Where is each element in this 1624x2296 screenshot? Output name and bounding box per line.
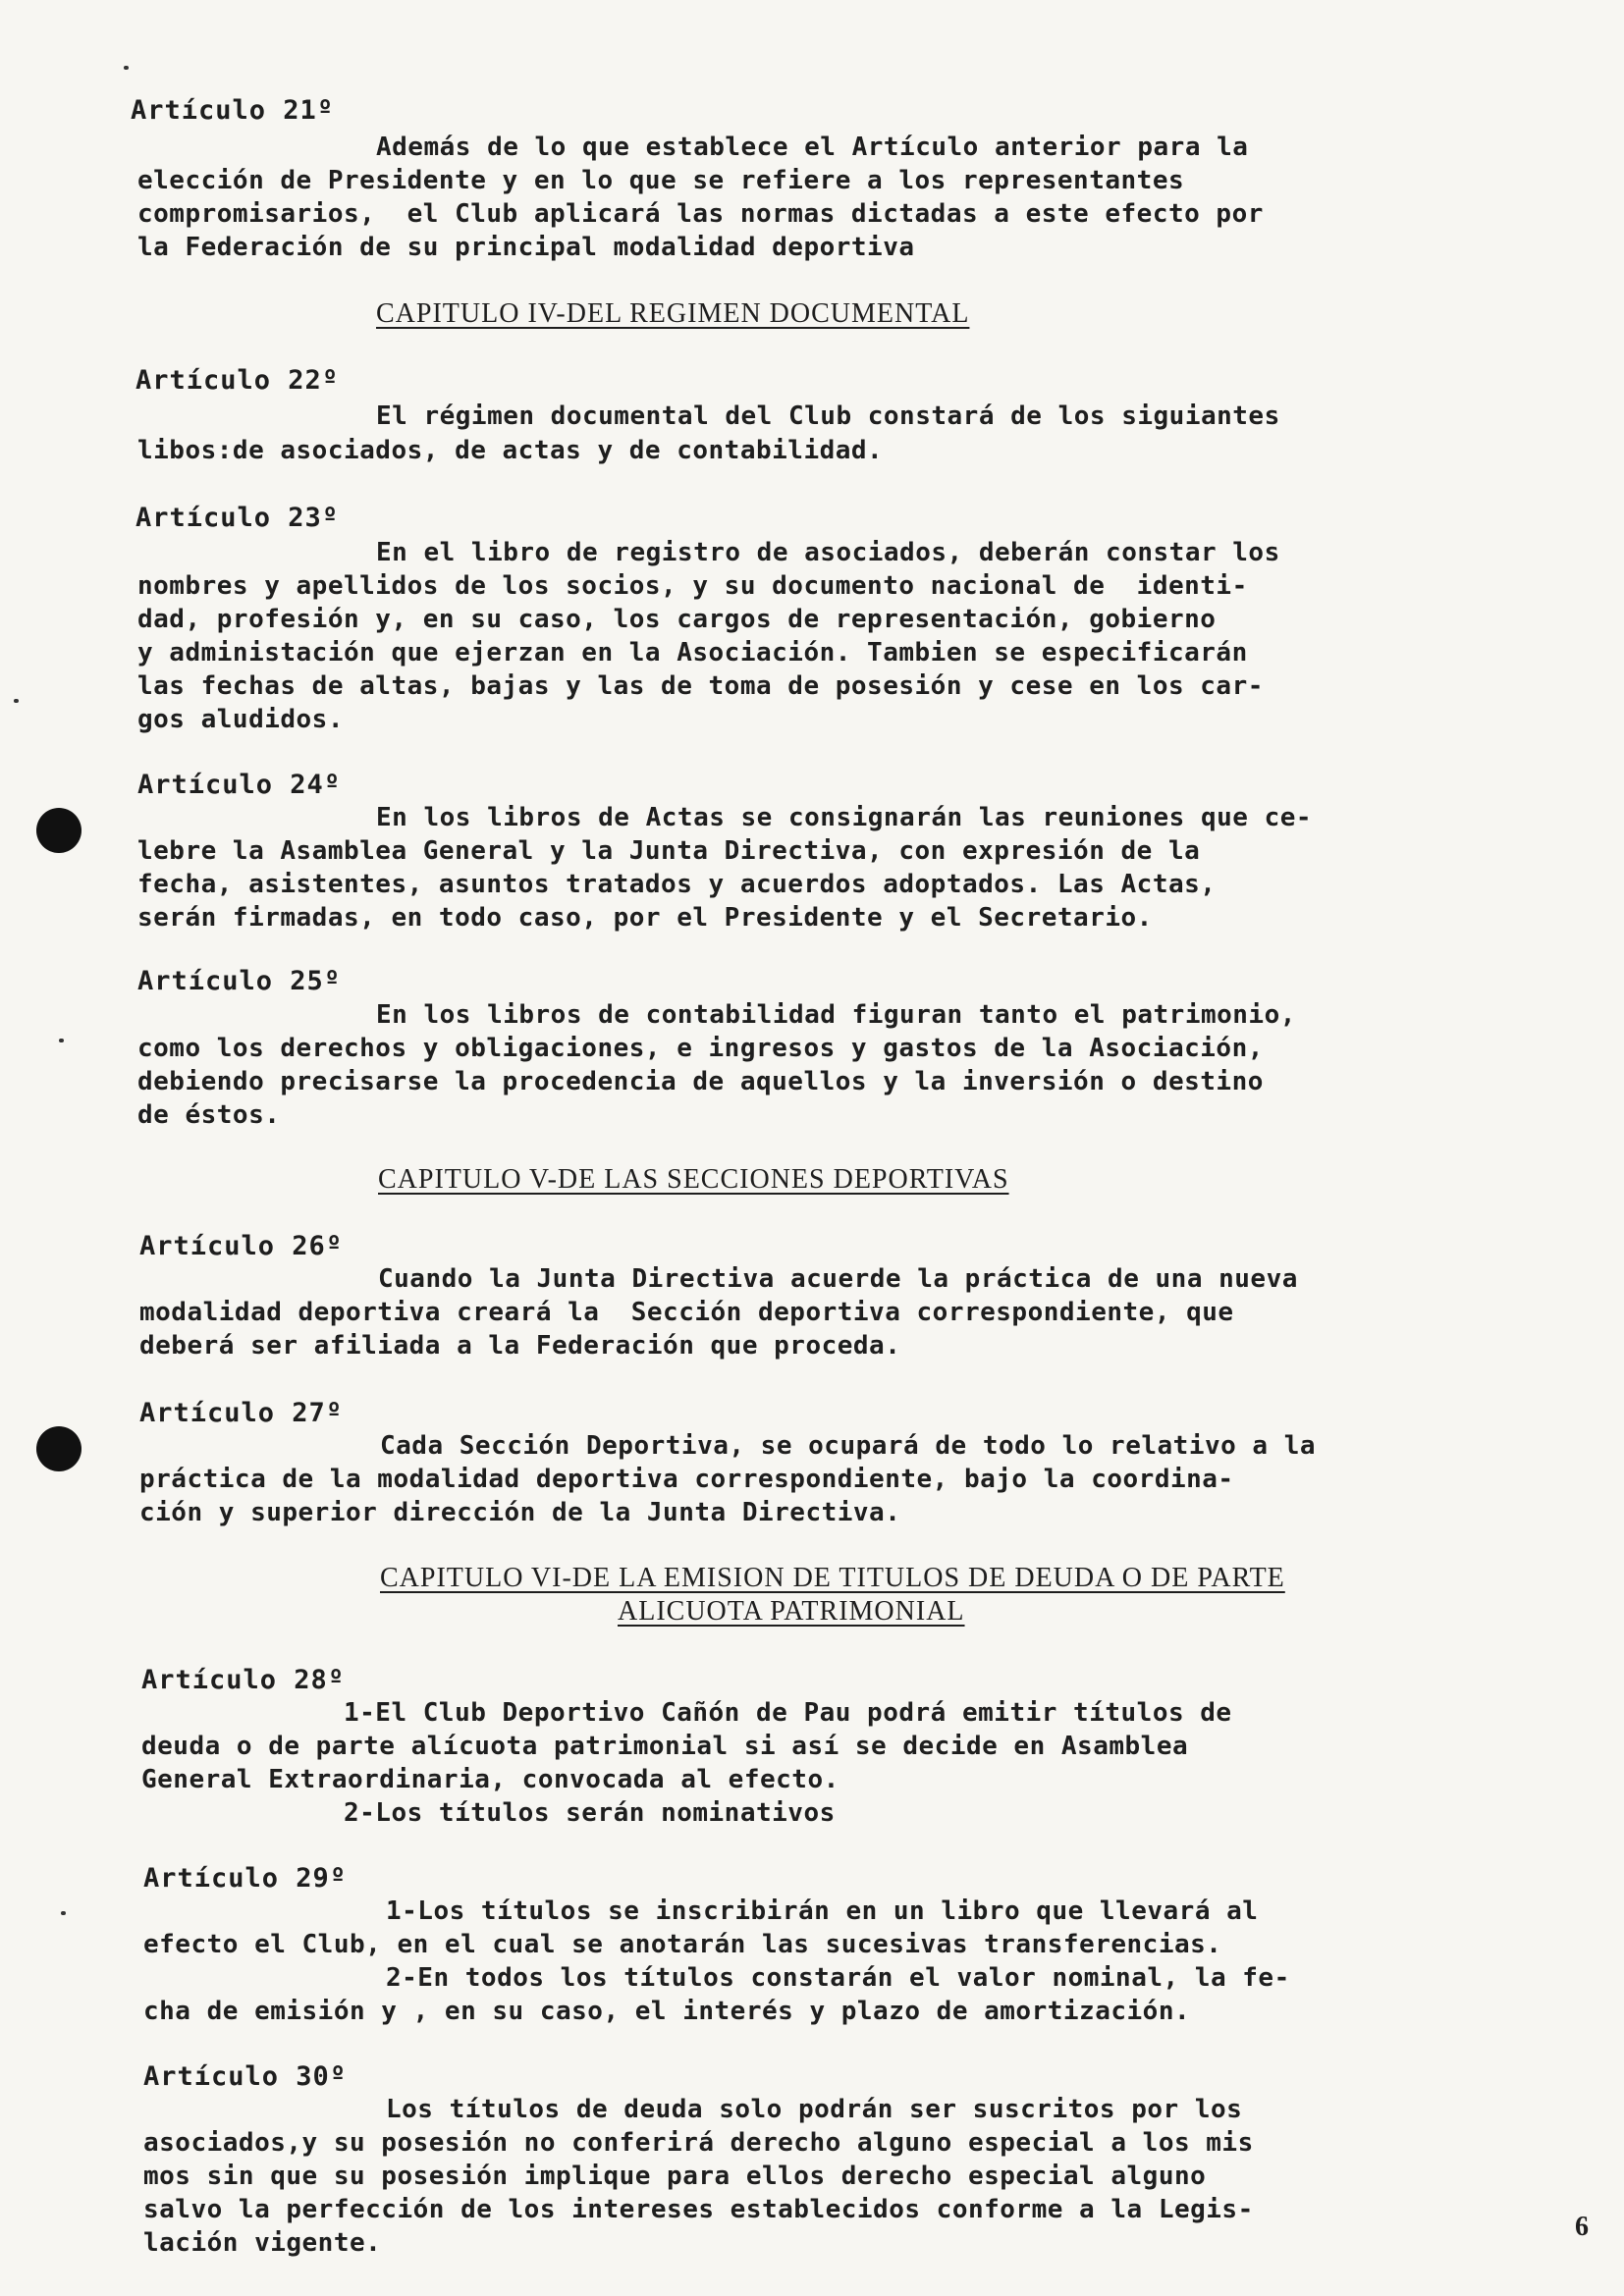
article-30-line: lación vigente. bbox=[143, 2228, 382, 2258]
article-23-line: gos aludidos. bbox=[137, 705, 344, 734]
punch-hole bbox=[36, 808, 81, 853]
article-30-heading: Artículo 30º bbox=[143, 2061, 348, 2092]
article-30-line: Los títulos de deuda solo podrán ser suscritos por los bbox=[386, 2095, 1243, 2124]
chapter-v-title: CAPITULO V-DE LAS SECCIONES DEPORTIVAS bbox=[378, 1164, 1009, 1195]
article-23-line: nombres y apellidos de los socios, y su documento nacional de identi- bbox=[137, 571, 1248, 601]
article-23-line: dad, profesión y, en su caso, los cargos de representación, gobierno bbox=[137, 605, 1217, 634]
chapter-vi-title-line-2: ALICUOTA PATRIMONIAL bbox=[618, 1596, 965, 1627]
article-23-heading: Artículo 23º bbox=[135, 503, 340, 533]
article-24-heading: Artículo 24º bbox=[137, 770, 342, 800]
article-22-line: El régimen documental del Club constará de los siguiantes bbox=[376, 401, 1280, 431]
article-27-heading: Artículo 27º bbox=[139, 1398, 344, 1428]
punch-hole bbox=[36, 1426, 81, 1471]
article-28-line: 2-Los títulos serán nominativos bbox=[344, 1798, 836, 1828]
article-22-line: libos:de asociados, de actas y de contabilidad. bbox=[137, 436, 884, 465]
article-26-line: modalidad deportiva creará la Sección deportiva correspondiente, que bbox=[139, 1298, 1234, 1327]
speck bbox=[59, 1039, 64, 1042]
article-25-line: de éstos. bbox=[137, 1100, 281, 1130]
chapter-iv-title: CAPITULO IV-DEL REGIMEN DOCUMENTAL bbox=[376, 298, 970, 329]
article-26-heading: Artículo 26º bbox=[139, 1231, 344, 1261]
article-28-line: 1-El Club Deportivo Cañón de Pau podrá emitir títulos de bbox=[344, 1698, 1232, 1728]
page-number: 6 bbox=[1575, 2212, 1589, 2242]
article-23-line: y administación que ejerzan en la Asociación. Tambien se especificarán bbox=[137, 638, 1248, 667]
article-30-line: salvo la perfección de los intereses establecidos conforme a la Legis- bbox=[143, 2195, 1254, 2224]
article-24-line: En los libros de Actas se consignarán las reuniones que ce- bbox=[376, 803, 1313, 832]
article-26-line: deberá ser afiliada a la Federación que proceda. bbox=[139, 1331, 901, 1361]
article-26-line: Cuando la Junta Directiva acuerde la práctica de una nueva bbox=[378, 1264, 1298, 1294]
article-29-line: cha de emisión y , en su caso, el interés y plazo de amortización. bbox=[143, 1997, 1191, 2026]
article-21-line: compromisarios, el Club aplicará las normas dictadas a este efecto por bbox=[137, 199, 1264, 229]
article-24-line: fecha, asistentes, asuntos tratados y acuerdos adoptados. Las Actas, bbox=[137, 870, 1217, 899]
article-30-line: asociados,y su posesión no conferirá derecho alguno especial a los mis bbox=[143, 2128, 1254, 2158]
article-29-heading: Artículo 29º bbox=[143, 1863, 348, 1894]
article-29-line: 1-Los títulos se inscribirán en un libro que llevará al bbox=[386, 1896, 1259, 1926]
article-25-line: debiendo precisarse la procedencia de aquellos y la inversión o destino bbox=[137, 1067, 1264, 1096]
article-27-line: ción y superior dirección de la Junta Directiva. bbox=[139, 1498, 901, 1527]
chapter-vi-title-line-1: CAPITULO VI-DE LA EMISION DE TITULOS DE DEUDA O DE PARTE bbox=[380, 1563, 1285, 1593]
article-21-line: elección de Presidente y en lo que se refiere a los representantes bbox=[137, 166, 1185, 195]
article-21-heading: Artículo 21º bbox=[131, 95, 335, 126]
article-25-line: En los libros de contabilidad figuran tanto el patrimonio, bbox=[376, 1000, 1296, 1030]
article-27-line: práctica de la modalidad deportiva correspondiente, bajo la coordina- bbox=[139, 1465, 1234, 1494]
article-21-line: la Federación de su principal modalidad deportiva bbox=[137, 233, 915, 262]
article-25-heading: Artículo 25º bbox=[137, 966, 342, 996]
speck bbox=[14, 699, 19, 703]
article-24-line: lebre la Asamblea General y la Junta Directiva, con expresión de la bbox=[137, 836, 1201, 866]
article-27-line: Cada Sección Deportiva, se ocupará de todo lo relativo a la bbox=[380, 1431, 1317, 1461]
speck bbox=[61, 1911, 66, 1915]
article-23-line: En el libro de registro de asociados, deberán constar los bbox=[376, 538, 1280, 567]
article-28-line: deuda o de parte alícuota patrimonial si así se decide en Asamblea bbox=[141, 1732, 1189, 1761]
article-25-line: como los derechos y obligaciones, e ingresos y gastos de la Asociación, bbox=[137, 1034, 1264, 1063]
article-23-line: las fechas de altas, bajas y las de toma de posesión y cese en los car- bbox=[137, 671, 1264, 701]
article-28-line: General Extraordinaria, convocada al efecto. bbox=[141, 1765, 839, 1794]
article-24-line: serán firmadas, en todo caso, por el Presidente y el Secretario. bbox=[137, 903, 1153, 933]
article-28-heading: Artículo 28º bbox=[141, 1665, 346, 1695]
article-29-line: 2-En todos los títulos constarán el valor nominal, la fe- bbox=[386, 1963, 1290, 1993]
article-22-heading: Artículo 22º bbox=[135, 365, 340, 396]
article-30-line: mos sin que su posesión implique para ellos derecho especial alguno bbox=[143, 2162, 1207, 2191]
article-21-line: Además de lo que establece el Artículo anterior para la bbox=[376, 133, 1249, 162]
article-29-line: efecto el Club, en el cual se anotarán las sucesivas transferencias. bbox=[143, 1930, 1222, 1959]
speck bbox=[124, 66, 129, 70]
